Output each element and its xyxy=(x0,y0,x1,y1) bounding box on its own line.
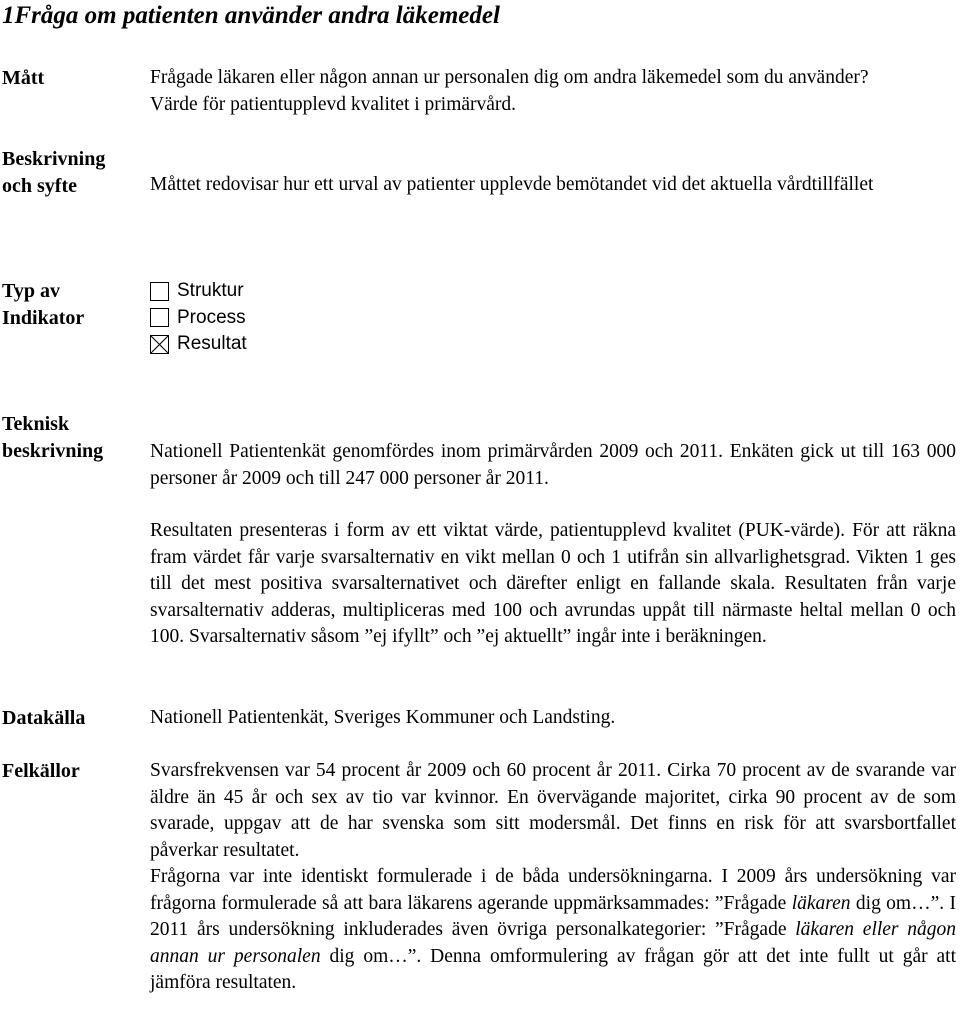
checkbox-process[interactable] xyxy=(150,308,169,327)
felkallor-para2 xyxy=(150,864,956,997)
felkallor-section xyxy=(150,758,956,997)
page-title: 1Fråga om patienten använder andra läkemedel xyxy=(2,2,500,29)
label-matt: Mått xyxy=(2,67,45,89)
label-typ xyxy=(2,278,84,332)
label-teknisk-line2: beskrivning xyxy=(2,440,104,462)
option-process-label: Process xyxy=(177,306,246,328)
label-teknisk-line1: Teknisk xyxy=(2,413,70,435)
beskrivning-text: Måttet redovisar hur ett urval av patienter upplevde bemötandet vid det aktuella vårdtillfället xyxy=(150,174,874,195)
label-typ-line1: Typ av xyxy=(2,280,60,302)
label-teknisk xyxy=(2,411,103,465)
option-resultat[interactable] xyxy=(150,331,956,358)
label-beskrivning-line2: och syfte xyxy=(2,175,77,197)
felkallor-para2-a: Frågorna var inte identiskt formulerade i de båda undersökningarna. I 2009 års undersökning var frågorna formulerade så att bara läkarens agerande uppmärksammades: ”Frågade xyxy=(150,866,956,914)
label-typ-line2: Indikator xyxy=(2,307,85,329)
felkallor-para1: Svarsfrekvensen var 54 procent år 2009 och 60 procent år 2011. Cirka 70 procent av de svarande var äldre än 45 år och sex av tio var kvinnor. En övervägande majoritet, cirka 90 procent av de som svarade, uppgav att de har svenska som sitt modersmål. Det finns en risk för att svarsbortfallet påverkar resultatet. xyxy=(150,760,956,861)
option-resultat-label: Resultat xyxy=(177,333,247,354)
label-datakalla: Datakälla xyxy=(2,707,86,729)
option-struktur-label: Struktur xyxy=(177,280,244,301)
option-process[interactable] xyxy=(150,305,956,332)
felkallor-para2-em2: läkaren eller någon annan ur personalen xyxy=(150,919,956,967)
checkbox-resultat[interactable] xyxy=(150,335,169,354)
matt-text: Frågade läkaren eller någon annan ur personalen dig om andra läkemedel som du använder? Värde för patientupplevd kvalitet i primärvård. xyxy=(150,67,869,115)
label-beskrivning xyxy=(2,146,105,200)
checked-cross-icon xyxy=(151,336,168,353)
teknisk-para1: Nationell Patientenkät genomfördes inom primärvården 2009 och 2011. Enkäten gick ut till 163 000 personer år 2009 och till 247 000 personer år 2011. xyxy=(150,441,956,489)
felkallor-para2-b: dig om…”. I 2011 års undersökning inkluderades även övriga personalkategorier: ”Frågade xyxy=(150,892,956,940)
option-struktur[interactable] xyxy=(150,278,956,305)
teknisk-section xyxy=(150,439,956,651)
checkbox-struktur[interactable] xyxy=(150,282,169,301)
datakalla-text: Nationell Patientenkät, Sveriges Kommuner och Landsting. xyxy=(150,707,616,728)
label-beskrivning-line1: Beskrivning xyxy=(2,148,106,170)
indicator-type-options xyxy=(150,278,956,358)
felkallor-para2-c: dig om…”. Denna omformulering av frågan gör att det inte fullt ut går att jämföra resultaten. xyxy=(150,945,956,993)
label-felkallor: Felkällor xyxy=(2,760,80,782)
teknisk-para2: Resultaten presenteras i form av ett viktat värde, patientupplevd kvalitet (PUK-värde). För att räkna fram värdet får varje svarsalternativ en vikt mellan 0 och 1 utifrån sin allvarlighetsgrad. Vikten 1 ges till det mest positiva svarsalternativet och därefter enligt en fallande skala. Resultaten från varje svarsalternativ adderas, multipliceras med 100 och avrundas uppåt till närmaste heltal mellan 0 och 100. Svarsalternativ såsom ”ej ifyllt” och ”ej aktuellt” ingår inte i beräkningen. xyxy=(150,520,956,647)
felkallor-para2-em1: läkaren xyxy=(791,892,851,914)
